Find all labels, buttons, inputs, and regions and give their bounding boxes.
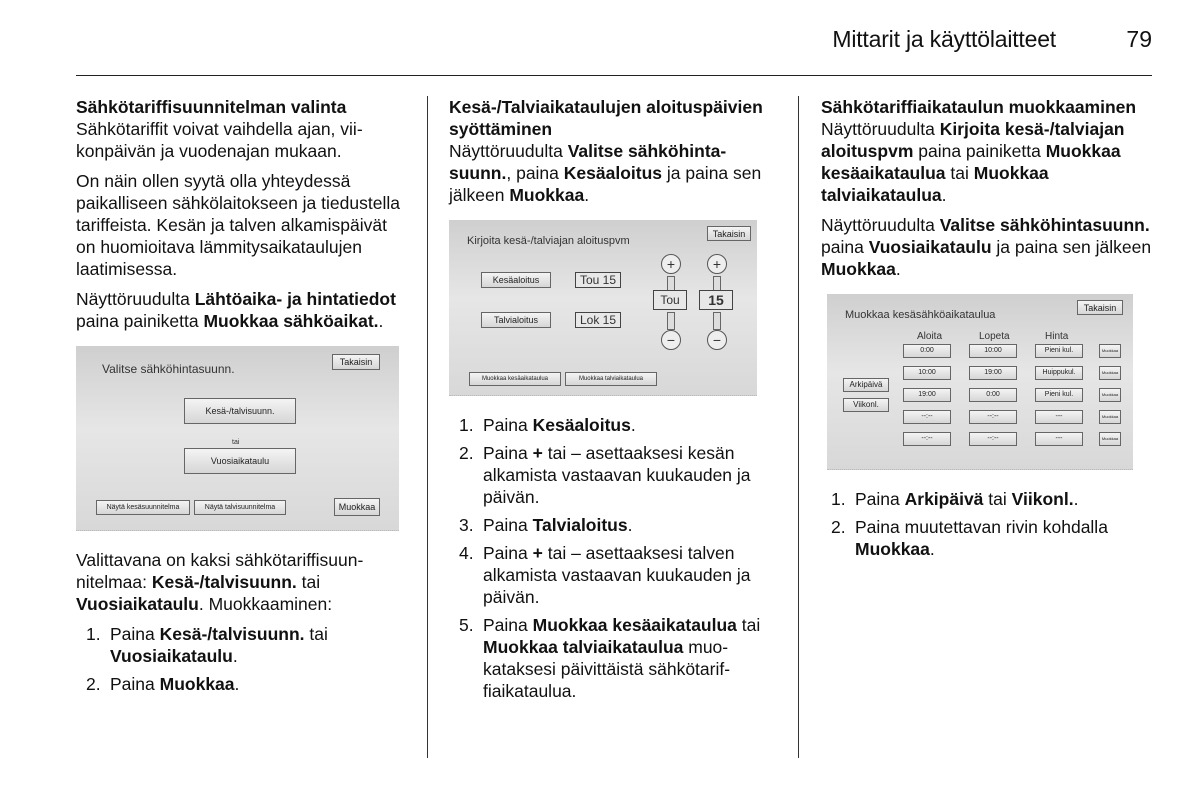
summer-winter-plan-button[interactable]: Kesä-/talvisuunn.	[184, 398, 296, 424]
day-minus-button[interactable]: −	[707, 330, 727, 350]
page-number: 79	[1126, 26, 1152, 52]
price-column-header: Hinta	[1045, 331, 1069, 342]
column-1	[76, 96, 410, 701]
end-time-cell[interactable]: 0:00	[969, 388, 1017, 402]
day-value: 15	[699, 290, 733, 310]
screenshot-select-plan	[76, 346, 399, 531]
list-item: 1. Paina Kesäaloitus.	[459, 415, 636, 435]
edit-button[interactable]: Muokkaa	[334, 498, 380, 516]
list-item: 5. Paina Muokkaa kesäaikataulua tai Muokkaa talviaikataulua muokataksesi päivittäistä sähkötariffiaikataulua.	[459, 615, 761, 701]
summer-start-value: Tou 15	[575, 272, 621, 288]
paragraph: Näyttöruudulta Valitse sähköhintasuunn. paina Vuosiaikataulu ja paina sen jälkeen Muokkaa.	[821, 215, 1152, 279]
column-3	[821, 96, 1152, 566]
price-cell[interactable]: ---	[1035, 410, 1083, 424]
list-item: 2. Paina Muokkaa.	[86, 674, 240, 694]
screenshot-edit-schedule	[827, 294, 1133, 470]
list-item: 1. Paina Arkipäivä tai Viikonl..	[831, 489, 1079, 509]
month-value: Tou	[653, 290, 687, 310]
column-divider	[427, 96, 428, 758]
end-time-cell[interactable]: --:--	[969, 410, 1017, 424]
screenshot-start-dates	[449, 220, 757, 396]
edit-winter-schedule-button[interactable]: Muokkaa talviaikataulua	[565, 372, 657, 386]
month-slider	[667, 312, 675, 330]
start-time-cell[interactable]: 19:00	[903, 388, 951, 402]
back-button[interactable]: Takaisin	[707, 226, 751, 241]
row-edit-button[interactable]: Muokkaa	[1099, 388, 1121, 402]
row-edit-button[interactable]: Muokkaa	[1099, 366, 1121, 380]
back-button[interactable]: Takaisin	[1077, 300, 1123, 315]
list-item: 2. Paina + tai – asettaaksesi kesän alkamista vastaavan kuukauden ja päivän.	[459, 443, 751, 507]
start-time-cell[interactable]: --:--	[903, 410, 951, 424]
edit-summer-schedule-button[interactable]: Muokkaa kesäaikataulua	[469, 372, 561, 386]
row-edit-button[interactable]: Muokkaa	[1099, 432, 1121, 446]
section-heading: Kesä-/Talviaikataulujen aloituspäivien syöttäminen	[449, 97, 763, 139]
paragraph: Näyttöruudulta Kirjoita kesä-/talviajan aloituspvm paina painiketta Muokkaa kesäaikataulua tai Muokkaa talviaikataulua.	[821, 119, 1125, 205]
or-label: tai	[232, 439, 240, 446]
weekend-button[interactable]: Viikonl.	[843, 398, 889, 412]
show-summer-plan-button[interactable]: Näytä kesäsuunnitelma	[96, 500, 190, 515]
summer-start-button[interactable]: Kesäaloitus	[481, 272, 551, 288]
paragraph: Sähkötariffit voivat vaihdella ajan, viikonpäivän ja vuodenajan mukaan.	[76, 119, 363, 161]
column-2	[449, 96, 779, 708]
price-cell[interactable]: ---	[1035, 432, 1083, 446]
winter-start-button[interactable]: Talvialoitus	[481, 312, 551, 328]
show-winter-plan-button[interactable]: Näytä talvisuunnitelma	[194, 500, 286, 515]
screen-title: Muokkaa kesäsähköaikataulua	[845, 309, 996, 321]
winter-start-value: Lok 15	[575, 312, 621, 328]
price-cell[interactable]: Pieni kul.	[1035, 388, 1083, 402]
screen-title: Valitse sähköhintasuunn.	[102, 362, 235, 376]
section-heading: Sähkötariffiaikataulun muokkaaminen	[821, 97, 1137, 117]
list-item: 1. Paina Kesä-/talvisuunn. tai Vuosiaikataulu.	[86, 624, 328, 666]
page-header	[76, 0, 1152, 76]
day-plus-button[interactable]: +	[707, 254, 727, 274]
steps-list	[449, 414, 779, 702]
end-time-cell[interactable]: 10:00	[969, 344, 1017, 358]
list-item: 4. Paina + tai – asettaaksesi talven alkamista vastaavan kuukauden ja päivän.	[459, 543, 751, 607]
column-divider	[798, 96, 799, 758]
steps-list	[821, 488, 1152, 560]
day-slider	[713, 312, 721, 330]
end-column-header: Lopeta	[979, 331, 1010, 342]
screen-title: Kirjoita kesä-/talviajan aloituspvm	[467, 235, 630, 247]
list-item: 3. Paina Talvialoitus.	[459, 515, 633, 535]
paragraph: Näyttöruudulta Valitse sähköhintasuunn., paina Kesäaloitus ja paina sen jälkeen Muokkaa.	[449, 141, 762, 205]
price-cell[interactable]: Huippukul.	[1035, 366, 1083, 380]
month-minus-button[interactable]: −	[661, 330, 681, 350]
paragraph: Näyttöruudulta Lähtöaika- ja hintatiedot paina painiketta Muokkaa sähköaikat..	[76, 289, 396, 331]
chapter-title: Mittarit ja käyttölaitteet	[832, 26, 1056, 52]
annual-schedule-button[interactable]: Vuosiaikataulu	[184, 448, 296, 474]
row-edit-button[interactable]: Muokkaa	[1099, 344, 1121, 358]
month-plus-button[interactable]: +	[661, 254, 681, 274]
start-column-header: Aloita	[917, 331, 943, 342]
weekday-button[interactable]: Arkipäivä	[843, 378, 889, 392]
start-time-cell[interactable]: 0:00	[903, 344, 951, 358]
paragraph: Valittavana on kaksi sähkötariffisuunnitelmaa: Kesä-/talvisuunn. tai Vuosiaikataulu. Muokkaaminen:	[76, 550, 364, 614]
start-time-cell[interactable]: --:--	[903, 432, 951, 446]
paragraph: On näin ollen syytä olla yhteydessä paikalliseen sähkölaitokseen ja tiedustella tariffeista. Kesän ja talven alkamispäivät on huomioitava lämmitysaikataulujen laatimisessa.	[76, 171, 400, 279]
section-heading: Sähkötariffisuunnitelman valinta	[76, 97, 347, 117]
row-edit-button[interactable]: Muokkaa	[1099, 410, 1121, 424]
end-time-cell[interactable]: --:--	[969, 432, 1017, 446]
back-button[interactable]: Takaisin	[332, 354, 380, 370]
end-time-cell[interactable]: 19:00	[969, 366, 1017, 380]
price-cell[interactable]: Pieni kul.	[1035, 344, 1083, 358]
list-item: 2. Paina muutettavan rivin kohdalla Muokkaa.	[831, 517, 1108, 559]
start-time-cell[interactable]: 10:00	[903, 366, 951, 380]
steps-list	[76, 623, 410, 695]
